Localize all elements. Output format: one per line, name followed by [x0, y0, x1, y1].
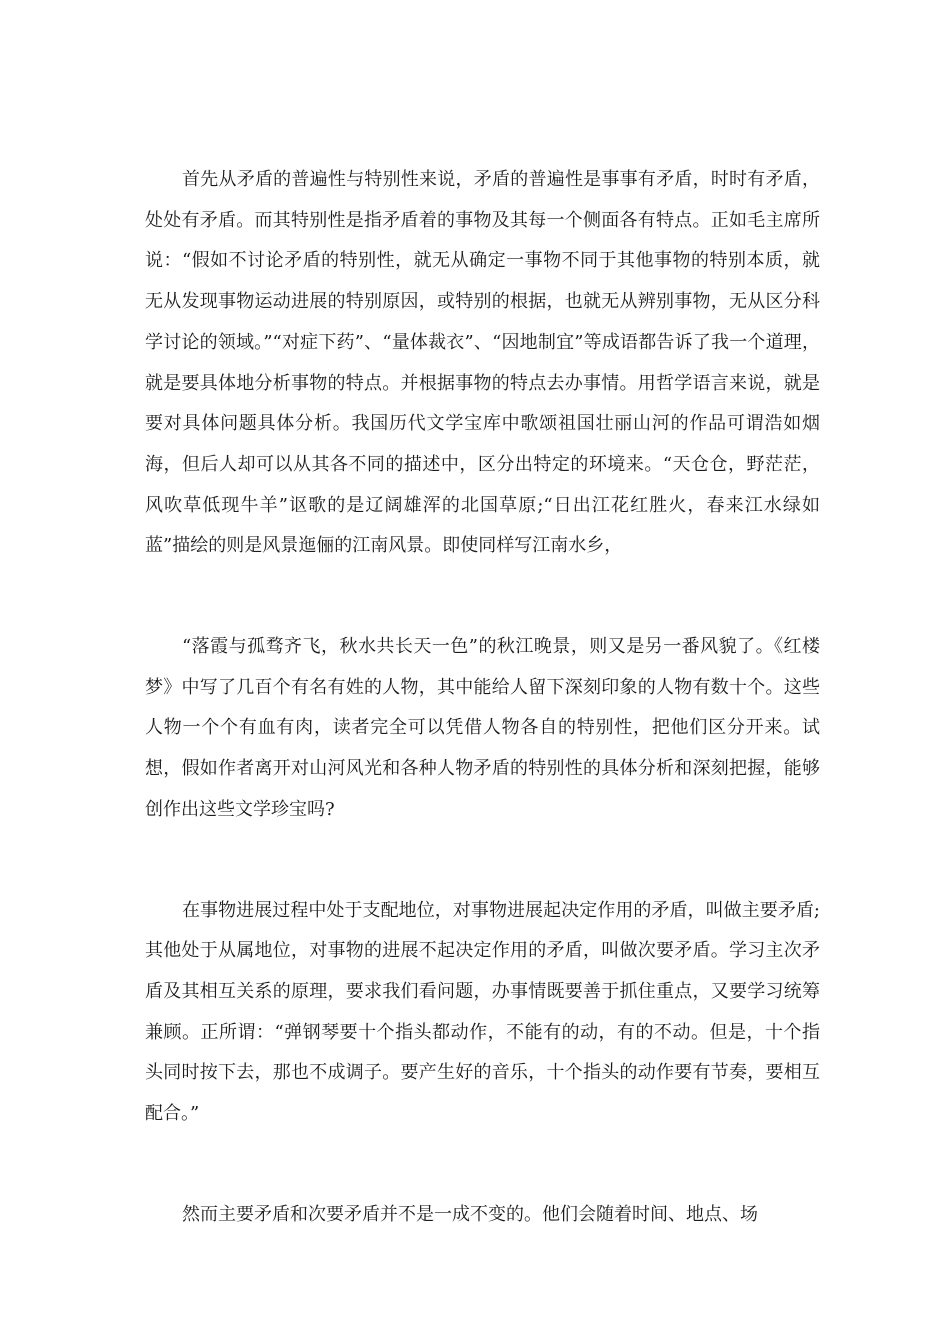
paragraph-3: 在事物进展过程中处于支配地位，对事物进展起决定作用的矛盾，叫做主要矛盾;其他处于从属地位，对事物的进展不起决定作用的矛盾，叫做次要矛盾。学习主次矛盾及其相互关系的原理，要求我们看问题，办事情既要善于抓住重点，又要学习统筹兼顾。正所谓：“弹钢琴要十个指头都动作，不能有的动，有的不动。但是，十个指头同时按下去，那也不成调子。要产生好的音乐，十个指头的动作要有节奏，要相互配合。”: [145, 899, 820, 1125]
paragraph-2: “落霞与孤骛齐飞，秋水共长天一色”的秋江晚景，则又是另一番风貌了。《红楼梦》中写了几百个有名有姓的人物，其中能给人留下深刻印象的人物有数十个。这些人物一个个有血有肉，读者完全可以凭借人物各自的特别性，把他们区分开来。试想，假如作者离开对山河风光和各种人物矛盾的特别性的具体分析和深刻把握，能够创作出这些文学珍宝吗?: [145, 636, 820, 820]
document-body: [145, 160, 820, 1235]
paragraph-1: 首先从矛盾的普遍性与特别性来说，矛盾的普遍性是事事有矛盾，时时有矛盾，处处有矛盾。而其特别性是指矛盾着的事物及其每一个侧面各有特点。正如毛主席所说：“假如不讨论矛盾的特别性，就无从确定一事物不同于其他事物的特别本质，就无从发现事物运动进展的特别原因，或特别的根据，也就无从辨别事物，无从区分科学讨论的领域。”“对症下药”、“量体裁衣”、“因地制宜”等成语都告诉了我一个道理，就是要具体地分析事物的特点。并根据事物的特点去办事情。用哲学语言来说，就是要对具体问题具体分析。我国历代文学宝库中歌颂祖国壮丽山河的作品可谓浩如烟海，但后人却可以从其各不同的描述中，区分出特定的环境来。“天仓仓，野茫茫，风吹草低现牛羊”讴歌的是辽阔雄浑的北国草原;“日出江花红胜火，春来江水绿如蓝”描绘的则是风景迤俪的江南风景。即使同样写江南水乡，: [145, 169, 820, 557]
paragraph-4: 然而主要矛盾和次要矛盾并不是一成不变的。他们会随着时间、地点、场: [182, 1203, 758, 1225]
